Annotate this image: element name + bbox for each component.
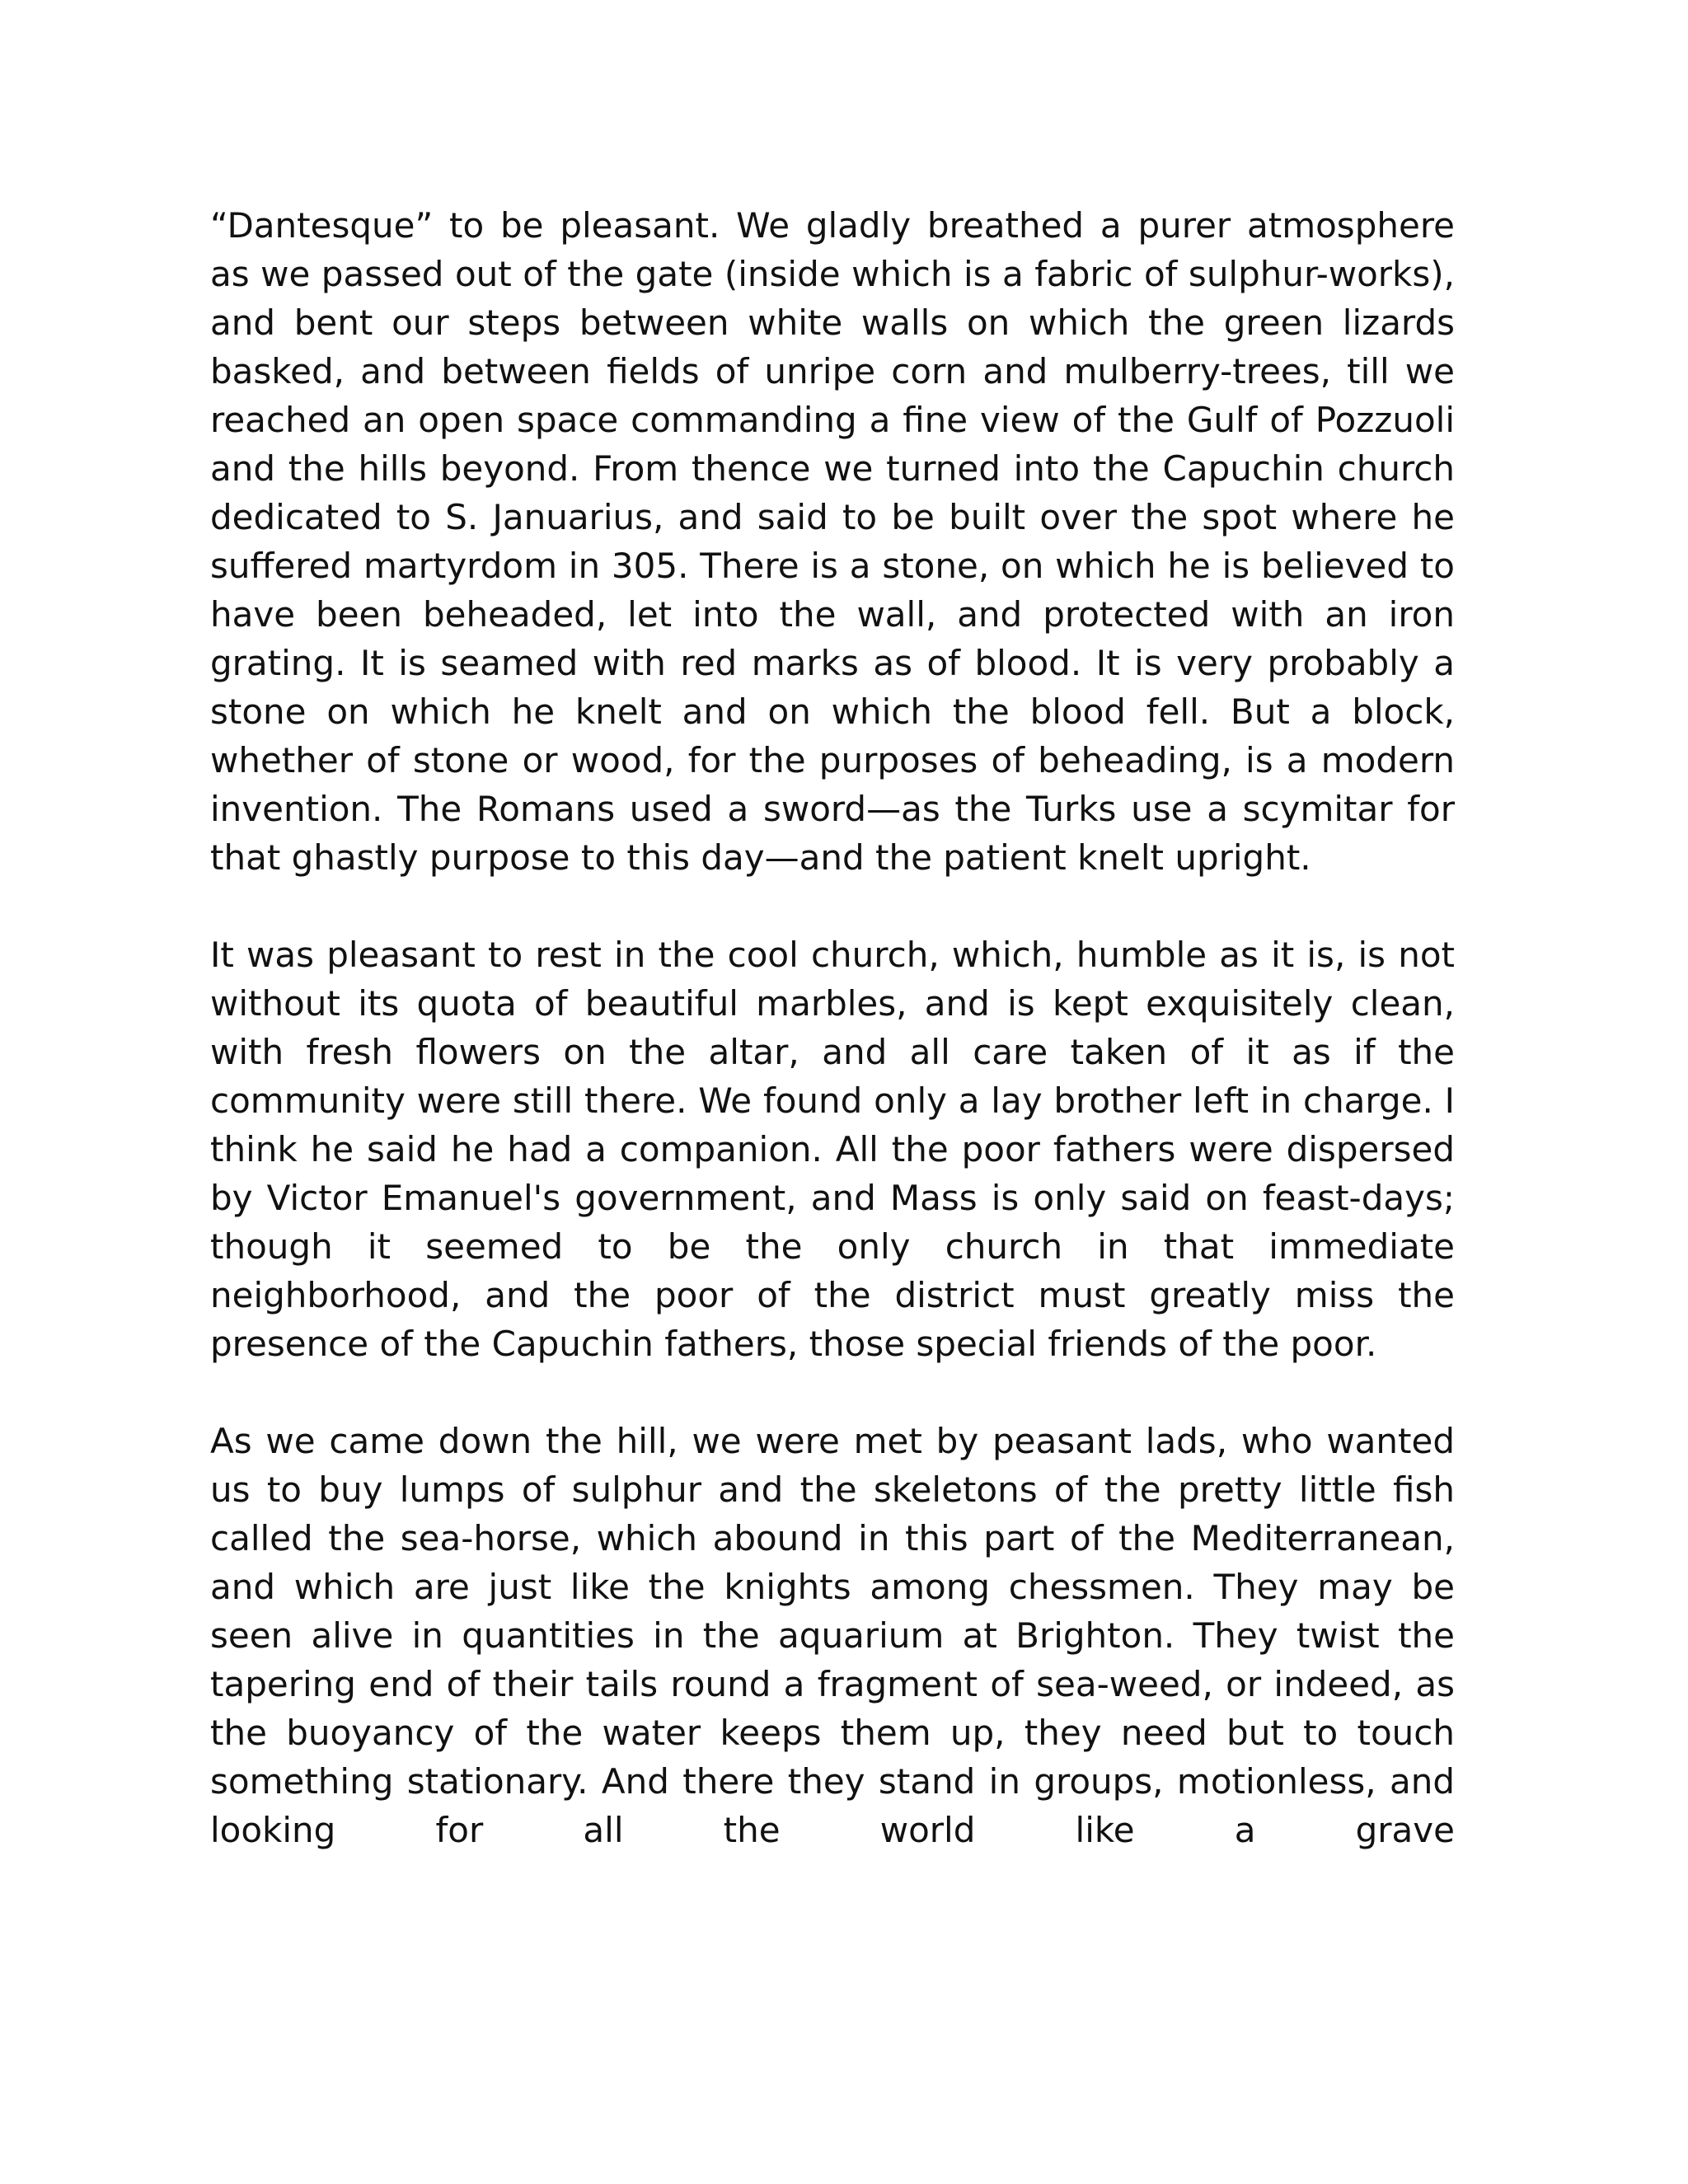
body-text: [210, 201, 1455, 1854]
paragraph-2: It was pleasant to rest in the cool church, which, humble as it is, is not without its quota of beautiful marbles, and is kept exquisitely clean, with fresh flowers on the altar, and all care taken of it as if the community were still there. We found only a lay brother left in charge. I think he said he had a companion. All the poor fathers were dispersed by Victor Emanuel's government, and Mass is only said on feast-days; though it seemed to be the only church in that immediate neighborhood, and the poor of the district must greatly miss the presence of the Capuchin fathers, those special friends of the poor.: [210, 935, 1455, 1364]
paragraph-3: As we came down the hill, we were met by peasant lads, who wanted us to buy lumps of sulphur and the skeletons of the pretty little fish called the sea-horse, which abound in this part of the Mediterranean, and which are just like the knights among chessmen. They may be seen alive in quantities in the aquarium at Brighton. They twist the tapering end of their tails round a fragment of sea-weed, or indeed, as the buoyancy of the water keeps them up, they need but to touch something stationary. And there they stand in groups, motionless, and looking for all the world like a grave: [210, 1421, 1455, 1850]
paragraph-1: “Dantesque” to be pleasant. We gladly breathed a purer atmosphere as we passed out of the gate (inside which is a fabric of sulphur-works), and bent our steps between white walls on which the green lizards basked, and between fields of unripe corn and mulberry-trees, till we reached an open space commanding a fine view of the Gulf of Pozzuoli and the hills beyond. From thence we turned into the Capuchin church dedicated to S. Januarius, and said to be built over the spot where he suffered martyrdom in 305. There is a stone, on which he is believed to have been beheaded, let into the wall, and protected with an iron grating. It is seamed with red marks as of blood. It is very probably a stone on which he knelt and on which the blood fell. But a block, whether of stone or wood, for the purposes of beheading, is a modern invention. The Romans used a sword—as the Turks use a scymitar for that ghastly purpose to this day—and the patient knelt upright.: [210, 205, 1455, 878]
